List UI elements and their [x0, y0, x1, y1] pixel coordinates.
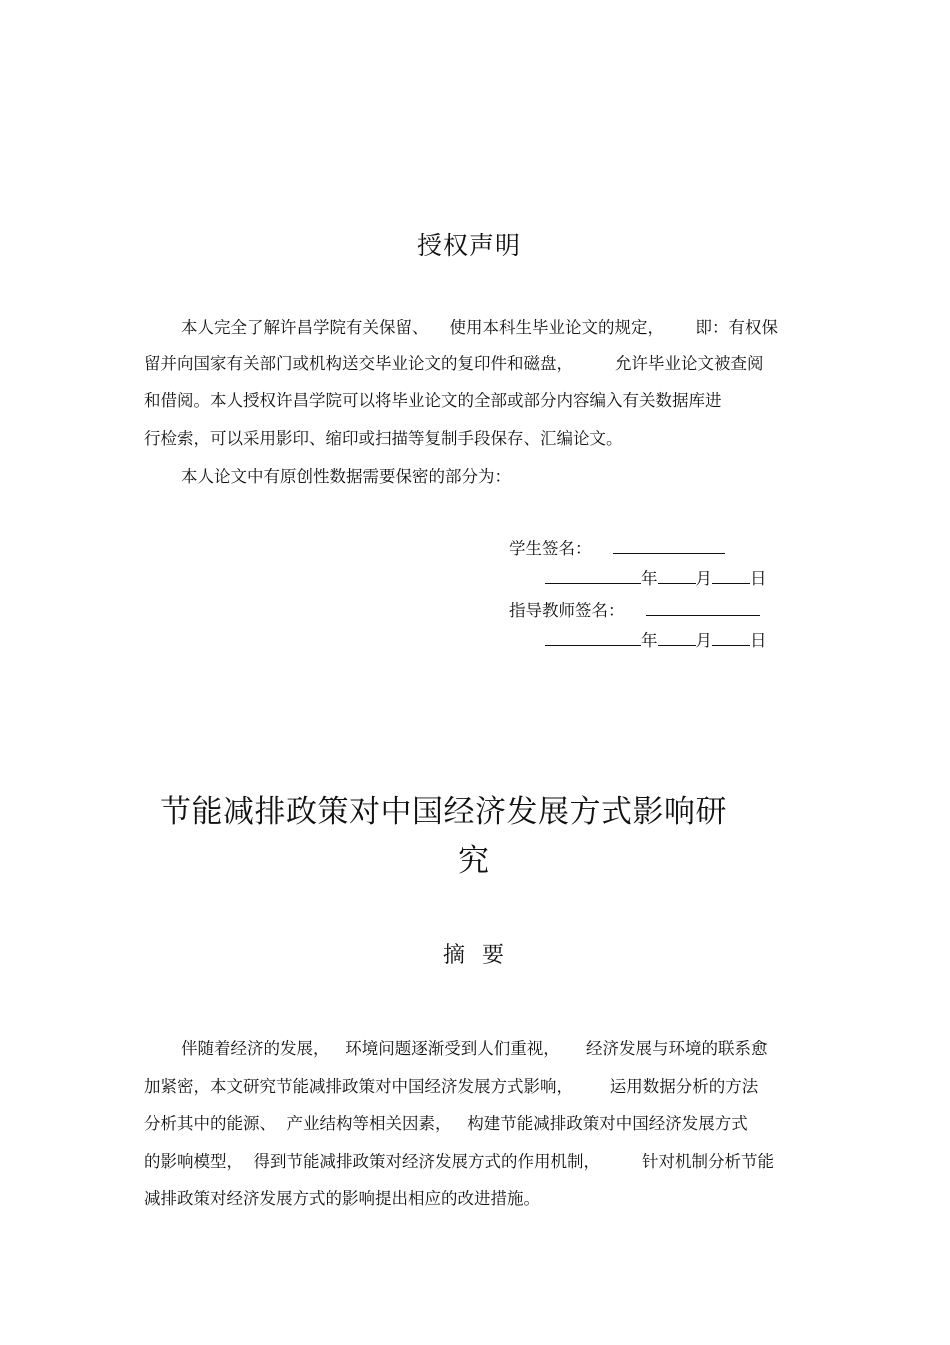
abstract-heading: 摘 要 — [443, 943, 505, 968]
declaration-confidential-line: 本人论文中有原创性数据需要保密的部分为： — [181, 467, 511, 486]
abstract-line-5: 减排政策对经济发展方式的影响提出相应的改进措施。 — [144, 1189, 540, 1208]
declaration-line-1: 本人完全了解许昌学院有关保留、 使用本科生毕业论文的规定， 即：有权保 — [181, 318, 778, 337]
teacher-month-blank — [658, 631, 696, 646]
teacher-month-label: 月 — [695, 631, 712, 650]
declaration-title: 授权声明 — [417, 231, 522, 260]
thesis-title-line-2: 究 — [458, 843, 490, 879]
abstract-line-3: 分析其中的能源、 产业结构等相关因素， 构建节能减排政策对中国经济发展方式 — [144, 1114, 748, 1133]
teacher-year-label: 年 — [641, 631, 658, 650]
teacher-date-row — [545, 627, 767, 651]
student-day-blank — [712, 569, 750, 584]
student-day-label: 日 — [750, 569, 767, 588]
teacher-signature-row — [509, 597, 760, 621]
student-date-row — [545, 565, 767, 589]
teacher-day-label: 日 — [750, 631, 767, 650]
student-year-blank — [545, 569, 641, 584]
teacher-signature-blank — [646, 601, 760, 616]
student-month-label: 月 — [695, 569, 712, 588]
student-signature-label: 学生签名： — [509, 539, 592, 558]
abstract-line-2: 加紧密，本文研究节能减排政策对中国经济发展方式影响， 运用数据分析的方法 — [144, 1077, 759, 1096]
declaration-line-3: 和借阅。本人授权许昌学院可以将毕业论文的全部或部分内容编入有关数据库进 — [144, 391, 722, 410]
abstract-line-1: 伴随着经济的发展， 环境问题逐渐受到人们重视， 经济发展与环境的联系愈 — [181, 1039, 768, 1058]
student-signature-blank — [613, 539, 725, 554]
abstract-line-4: 的影响模型， 得到节能减排政策对经济发展方式的作用机制， 针对机制分析节能 — [144, 1152, 774, 1171]
student-year-label: 年 — [641, 569, 658, 588]
declaration-line-4: 行检索，可以采用影印、缩印或扫描等复制手段保存、汇编论文。 — [144, 429, 623, 448]
student-signature-row — [509, 535, 725, 559]
declaration-line-2: 留并向国家有关部门或机构送交毕业论文的复印件和磁盘， 允许毕业论文被查阅 — [144, 354, 764, 373]
teacher-year-blank — [545, 631, 641, 646]
teacher-day-blank — [712, 631, 750, 646]
student-month-blank — [658, 569, 696, 584]
teacher-signature-label: 指导教师签名： — [509, 601, 625, 620]
thesis-title-line-1: 节能减排政策对中国经济发展方式影响研 — [160, 794, 727, 830]
